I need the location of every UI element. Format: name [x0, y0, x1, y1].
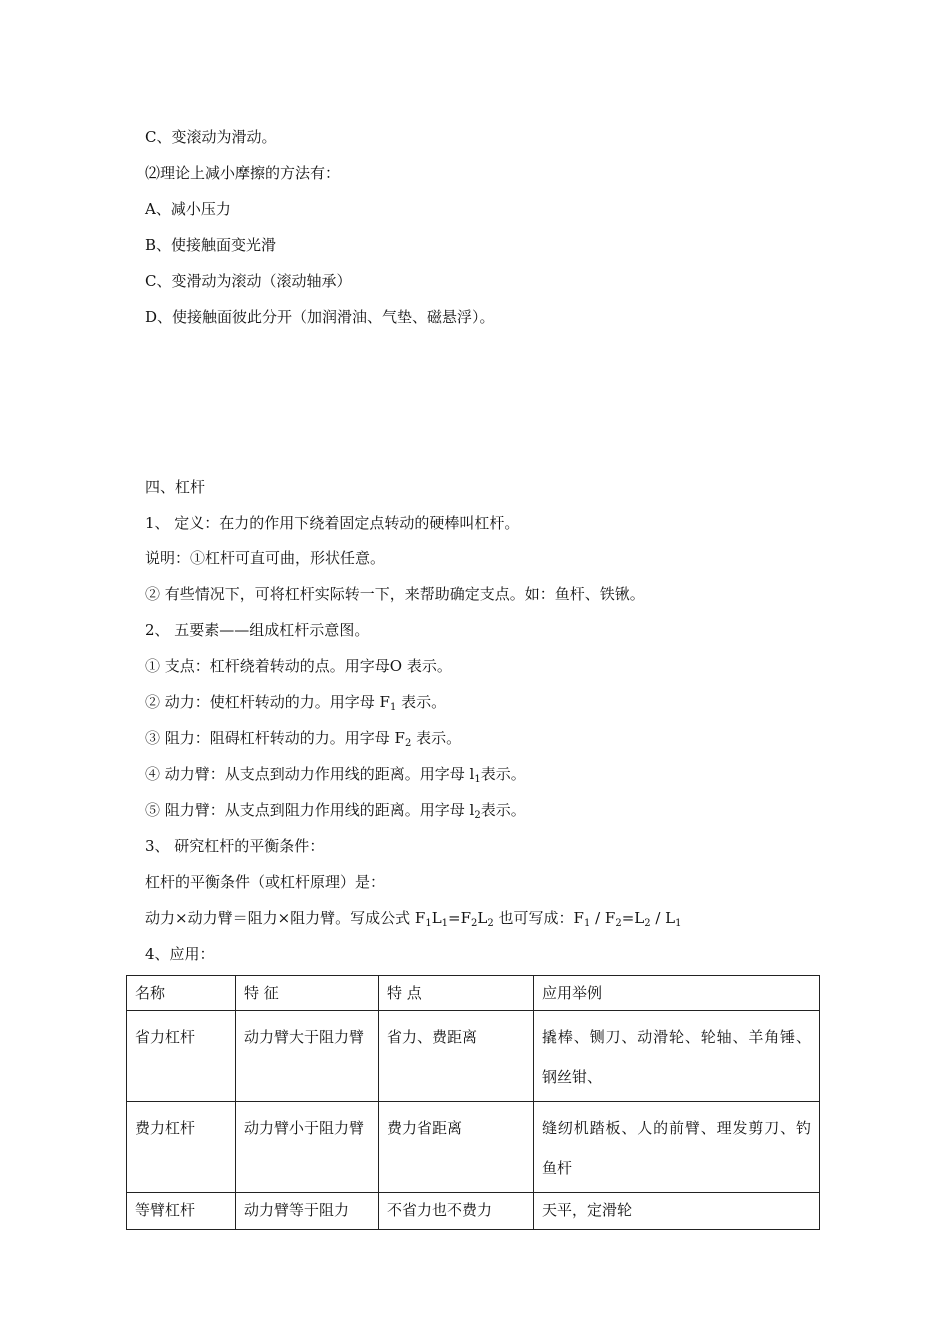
table-header-row: [127, 976, 820, 1011]
table-header-cell: 应用举例: [534, 976, 820, 1011]
text-line: 2、 五要素——组成杠杆示意图。: [145, 621, 370, 639]
table-cell: 撬棒、铡刀、动滑轮、轮轴、羊角锤、钢丝钳、: [534, 1011, 820, 1102]
table-header-cell: 特 征: [236, 976, 379, 1011]
table-cell: 天平，定滑轮: [534, 1193, 820, 1230]
text-line: D、使接触面彼此分开（加润滑油、气垫、磁悬浮）。: [145, 308, 495, 326]
table-cell: 动力臂大于阻力臂: [236, 1011, 379, 1102]
text-line-power: ② 动力：使杠杆转动的力。用字母 $F_1$ 表示。: [145, 693, 447, 713]
lever-application-table: [126, 975, 820, 1230]
text-line: C、变滑动为滚动（滚动轴承）: [145, 272, 352, 290]
table-cell: 费力省距离: [379, 1102, 534, 1193]
text-line: 杠杆的平衡条件（或杠杆原理）是：: [145, 873, 386, 891]
text-line: 说明：①杠杆可直可曲，形状任意。: [145, 549, 386, 567]
text-line: ② 有些情况下，可将杠杆实际转一下，来帮助确定支点。如：鱼杆、铁锹。: [145, 585, 645, 603]
table-header-cell: 名称: [127, 976, 236, 1011]
table-row: [127, 1102, 820, 1193]
text-line: A、减小压力: [145, 200, 231, 218]
formula-line: 动力×动力臂＝阻力×阻力臂。写成公式 $F_1L_1=F_2L_2$ 也可写成：$F_1 / F_2=L_2 / L_1$: [145, 909, 682, 929]
table-cell: 动力臂小于阻力臂: [236, 1102, 379, 1193]
text-line-resistance: ③ 阻力：阻碍杠杆转动的力。用字母 $F_2$ 表示。: [145, 729, 462, 749]
table-cell: 缝纫机踏板、人的前臂、理发剪刀、钓鱼杆: [534, 1102, 820, 1193]
table-cell: 不省力也不费力: [379, 1193, 534, 1230]
text-line: 3、 研究杠杆的平衡条件：: [145, 837, 325, 855]
section-title: 四、杠杆: [145, 478, 206, 496]
table-cell: 费力杠杆: [127, 1102, 236, 1193]
text-line: B、使接触面变光滑: [145, 236, 277, 254]
text-line: 1、 定义：在力的作用下绕着固定点转动的硬棒叫杠杆。: [145, 514, 520, 532]
text-line: 4、应用：: [145, 945, 215, 963]
table-cell: 等臂杠杆: [127, 1193, 236, 1230]
table-cell: 动力臂等于阻力: [236, 1193, 379, 1230]
text-line: ① 支点：杠杆绕着转动的点。用字母O 表示。: [145, 657, 452, 675]
text-line: ⑵理论上减小摩擦的方法有：: [145, 164, 341, 182]
text-line: C、变滚动为滑动。: [145, 128, 277, 146]
table-cell: 省力、费距离: [379, 1011, 534, 1102]
table-cell: 省力杠杆: [127, 1011, 236, 1102]
text-line-resistance-arm: ⑤ 阻力臂：从支点到阻力作用线的距离。用字母 $l_2$表示。: [145, 801, 526, 821]
text-line-power-arm: ④ 动力臂：从支点到动力作用线的距离。用字母 $l_1$表示。: [145, 765, 526, 785]
table-row: [127, 1193, 820, 1230]
table-header-cell: 特 点: [379, 976, 534, 1011]
table-row: [127, 1011, 820, 1102]
